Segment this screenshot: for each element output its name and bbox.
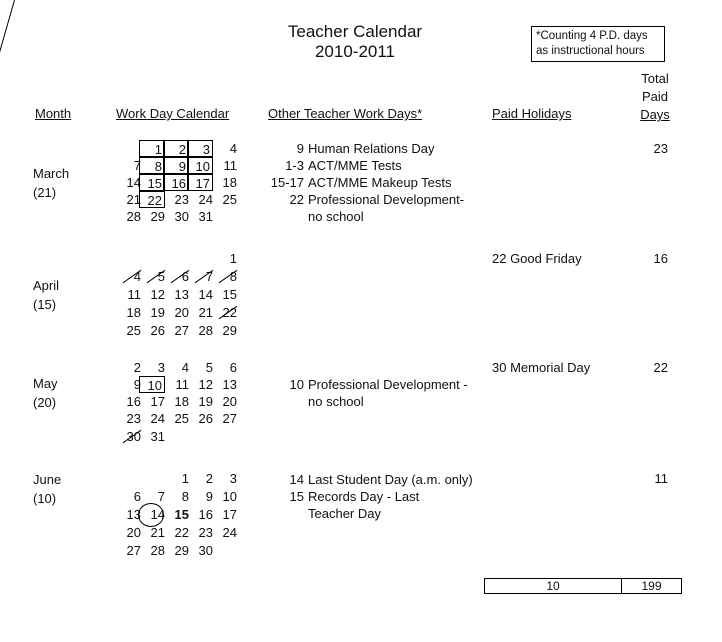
day-cell: 3 <box>229 471 237 486</box>
days-total: 199 <box>641 579 662 593</box>
day-cell: 21 <box>126 192 141 207</box>
header-other-work-days: Other Teacher Work Days* <box>268 106 423 121</box>
holiday-april: 22 Good Friday <box>492 251 582 266</box>
calendar-grid-may <box>110 359 250 451</box>
day-cell: 7 <box>157 489 165 504</box>
day-cell: 9 <box>133 377 141 392</box>
day-cell: 6 <box>229 360 237 375</box>
day-cell: 13 <box>174 287 189 302</box>
day-cell: 22 <box>174 525 189 540</box>
event-day: 9 <box>296 141 304 156</box>
day-cell: 1 <box>139 140 165 157</box>
total-april: 16 <box>653 251 668 266</box>
event-day: 22 <box>289 192 304 207</box>
day-cell: 21 <box>150 525 165 540</box>
day-cell: 25 <box>174 411 189 426</box>
event-text: no school <box>308 209 364 224</box>
event-text: Teacher Day <box>308 506 381 521</box>
day-cell: 18 <box>222 175 237 190</box>
day-cell: 18 <box>174 394 189 409</box>
day-cell: 19 <box>150 305 165 320</box>
events-june <box>256 471 473 522</box>
month-label-april <box>33 276 59 314</box>
day-cell: 5 <box>205 360 213 375</box>
day-cell: 29 <box>222 323 237 338</box>
day-cell: 23 <box>126 411 141 426</box>
day-cell: 24 <box>222 525 237 540</box>
day-cell: 18 <box>126 305 141 320</box>
day-cell: 29 <box>174 543 189 558</box>
day-cell: 27 <box>174 323 189 338</box>
day-cell: 28 <box>198 323 213 338</box>
event-text: no school <box>308 394 364 409</box>
event-item <box>256 157 464 174</box>
day-cell: 8 <box>181 489 189 504</box>
title-text: Teacher Calendar <box>287 22 423 41</box>
day-cell: 17 <box>187 174 213 191</box>
day-cell: 2 <box>205 471 213 486</box>
day-cell: 25 <box>126 323 141 338</box>
day-cell: 17 <box>222 507 237 522</box>
events-may <box>256 376 468 410</box>
day-cell: 29 <box>150 209 165 224</box>
day-cell: 6 <box>133 489 141 504</box>
day-cell: 10 <box>222 489 237 504</box>
day-cell: 11 <box>127 287 141 302</box>
event-item <box>256 174 464 191</box>
day-cell: 13 <box>126 507 141 522</box>
header-total-line3: Days <box>640 107 670 122</box>
day-cell: 2 <box>163 140 189 157</box>
event-text: ACT/MME Makeup Tests <box>308 175 452 190</box>
holiday-may: 30 Memorial Day <box>492 360 591 375</box>
day-cell: 9 <box>163 157 189 174</box>
day-number: 4 <box>133 269 141 284</box>
day-cell: 15 <box>174 507 189 522</box>
calendar-grid-june <box>110 470 250 562</box>
day-cell: 27 <box>222 411 237 426</box>
event-day: 1-3 <box>285 158 304 173</box>
day-number: 7 <box>205 269 213 284</box>
day-number: 14 <box>150 507 165 522</box>
day-cell: 16 <box>198 507 213 522</box>
day-cell: 2 <box>133 360 141 375</box>
holidays-total: 10 <box>485 579 622 593</box>
event-day: 14 <box>289 472 304 487</box>
event-item <box>256 393 468 410</box>
month-name: June <box>33 472 62 487</box>
day-cell-struck <box>163 268 189 285</box>
total-march: 23 <box>653 141 668 156</box>
month-label-june <box>33 470 61 508</box>
day-cell: 20 <box>222 394 237 409</box>
event-text: Professional Development - <box>308 377 468 392</box>
event-text: ACT/MME Tests <box>308 158 402 173</box>
events-march <box>256 140 464 225</box>
month-name: April <box>33 278 60 293</box>
day-cell: 26 <box>150 323 165 338</box>
event-day: 10 <box>289 377 304 392</box>
event-item <box>256 376 468 393</box>
day-cell: 31 <box>150 429 165 444</box>
day-cell: 23 <box>174 192 189 207</box>
day-cell: 26 <box>198 411 213 426</box>
day-cell: 30 <box>198 543 213 558</box>
month-label-march <box>33 164 69 202</box>
scan-mark-line <box>0 0 15 75</box>
day-cell-struck <box>211 304 237 321</box>
day-cell: 15 <box>139 174 165 191</box>
year-text: 2010-2011 <box>314 42 396 61</box>
instructional-hours-note: *Counting 4 P.D. days as instructional hours <box>531 26 665 62</box>
header-total-line1: Total <box>641 71 669 86</box>
month-day-count: (21) <box>33 185 57 200</box>
event-item <box>256 471 473 488</box>
day-cell: 11 <box>223 158 237 173</box>
day-cell: 12 <box>198 377 213 392</box>
header-total-line2: Paid <box>641 89 669 104</box>
event-text: Last Student Day (a.m. only) <box>308 472 473 487</box>
day-cell: 7 <box>133 158 141 173</box>
month-name: March <box>33 166 70 181</box>
event-item <box>256 505 473 522</box>
day-cell: 14 <box>126 175 141 190</box>
event-text: Professional Development- <box>308 192 465 207</box>
day-cell: 22 <box>139 191 165 208</box>
event-day: 15 <box>289 489 304 504</box>
day-cell: 4 <box>181 360 189 375</box>
day-cell-struck <box>139 268 165 285</box>
day-cell: 28 <box>150 543 165 558</box>
day-cell: 9 <box>205 489 213 504</box>
day-cell: 24 <box>198 192 213 207</box>
month-day-count: (10) <box>33 491 57 506</box>
header-paid-holidays: Paid Holidays <box>492 106 572 121</box>
day-cell: 21 <box>198 305 213 320</box>
day-cell: 20 <box>126 525 141 540</box>
event-item <box>256 140 464 157</box>
totals-row <box>484 578 682 594</box>
total-may: 22 <box>653 360 668 375</box>
month-day-count: (20) <box>33 395 57 410</box>
day-cell-circled <box>139 506 165 523</box>
day-number: 5 <box>157 269 165 284</box>
day-cell: 16 <box>163 174 189 191</box>
day-cell: 1 <box>229 251 237 266</box>
day-cell: 14 <box>198 287 213 302</box>
day-cell: 24 <box>150 411 165 426</box>
month-label-may <box>33 374 58 412</box>
day-cell: 20 <box>174 305 189 320</box>
day-cell: 3 <box>157 360 165 375</box>
event-item <box>256 208 464 225</box>
calendar-grid-march <box>110 140 250 232</box>
day-number: 22 <box>222 305 237 320</box>
day-number: 6 <box>181 269 189 284</box>
day-cell: 10 <box>187 157 213 174</box>
day-cell: 10 <box>139 376 165 393</box>
day-cell: 17 <box>150 394 165 409</box>
month-name: May <box>33 376 58 391</box>
day-cell: 19 <box>198 394 213 409</box>
day-cell: 27 <box>126 543 141 558</box>
day-number: 30 <box>126 429 141 444</box>
event-item <box>256 488 473 505</box>
calendar-grid-april <box>110 250 250 342</box>
day-cell: 30 <box>174 209 189 224</box>
day-cell: 13 <box>222 377 237 392</box>
day-cell: 31 <box>198 209 213 224</box>
month-day-count: (15) <box>33 297 57 312</box>
day-cell: 16 <box>126 394 141 409</box>
day-cell: 4 <box>229 141 237 156</box>
day-cell: 23 <box>198 525 213 540</box>
day-cell-struck <box>115 268 141 285</box>
event-day: 15-17 <box>270 175 304 190</box>
header-workday-calendar: Work Day Calendar <box>116 106 230 121</box>
day-cell-struck <box>211 268 237 285</box>
day-number: 8 <box>229 269 237 284</box>
day-cell: 1 <box>181 471 189 486</box>
header-total-paid-days <box>630 70 680 124</box>
header-month: Month <box>35 106 72 121</box>
event-item <box>256 191 464 208</box>
day-cell: 3 <box>187 140 213 157</box>
day-cell: 15 <box>222 287 237 302</box>
day-cell: 25 <box>222 192 237 207</box>
day-cell: 28 <box>126 209 141 224</box>
event-text: Records Day - Last <box>308 489 420 504</box>
day-cell: 8 <box>139 157 165 174</box>
day-cell: 11 <box>175 377 189 392</box>
page-title <box>270 22 440 62</box>
total-june: 11 <box>654 471 668 486</box>
day-cell: 12 <box>150 287 165 302</box>
day-cell-struck <box>187 268 213 285</box>
event-text: Human Relations Day <box>308 141 435 156</box>
day-cell-struck <box>115 428 141 445</box>
